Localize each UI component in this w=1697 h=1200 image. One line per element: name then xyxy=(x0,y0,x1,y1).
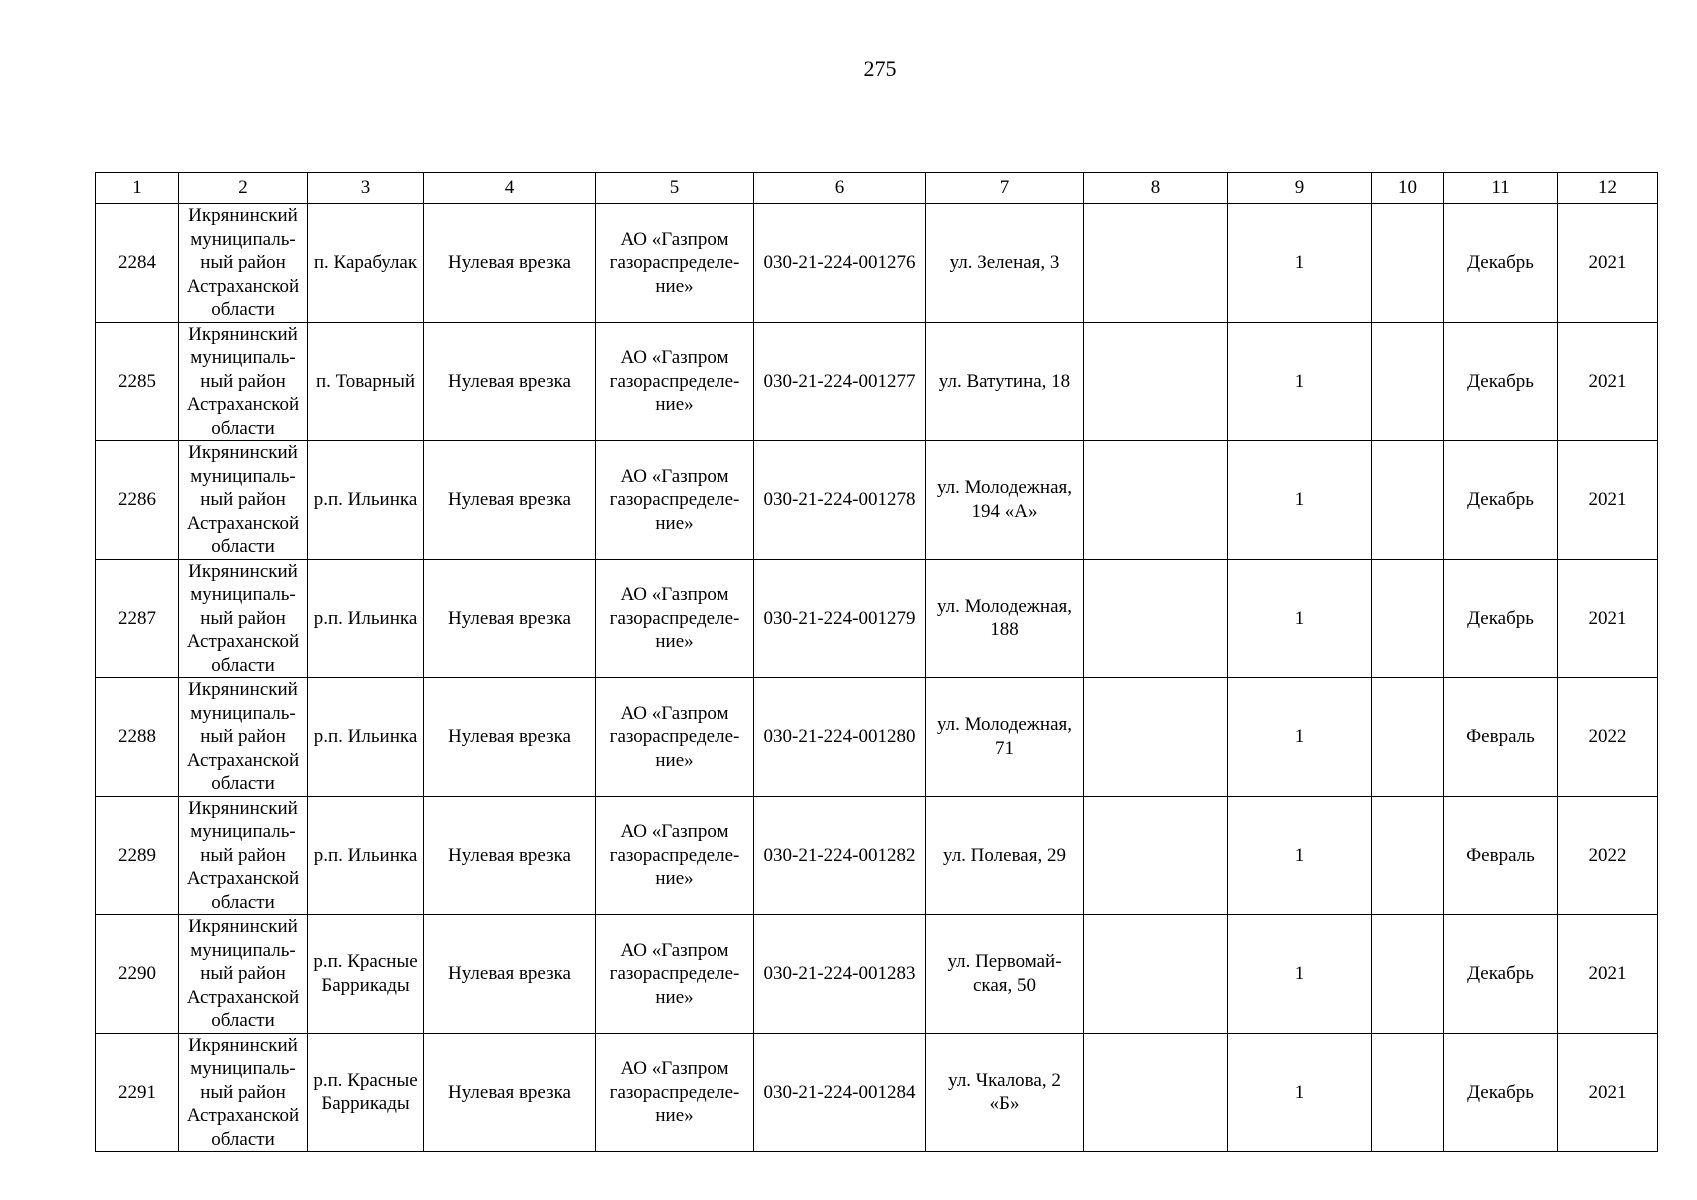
cell-work-type: Нулевая врезка xyxy=(424,915,596,1034)
cell-row-number: 2284 xyxy=(96,204,179,323)
table-row xyxy=(96,915,1658,1034)
cell-district: Икрянинский муниципаль- ный район Астраханской области xyxy=(179,678,308,797)
header-cell-6: 6 xyxy=(754,173,926,204)
cell-quantity: 1 xyxy=(1228,322,1372,441)
cell-col-8 xyxy=(1084,322,1228,441)
cell-organization: АО «Газпром газораспределе- ние» xyxy=(596,796,754,915)
cell-object-code: 030-21-224-001280 xyxy=(754,678,926,797)
cell-year: 2021 xyxy=(1558,1033,1658,1152)
cell-settlement: п. Товарный xyxy=(308,322,424,441)
cell-month: Декабрь xyxy=(1444,441,1558,560)
cell-district: Икрянинский муниципаль- ный район Астраханской области xyxy=(179,1033,308,1152)
cell-organization: АО «Газпром газораспределе- ние» xyxy=(596,322,754,441)
header-cell-5: 5 xyxy=(596,173,754,204)
cell-quantity: 1 xyxy=(1228,678,1372,797)
cell-address: ул. Ватутина, 18 xyxy=(926,322,1084,441)
cell-col-10 xyxy=(1372,915,1444,1034)
cell-month: Декабрь xyxy=(1444,915,1558,1034)
header-cell-7: 7 xyxy=(926,173,1084,204)
cell-month: Декабрь xyxy=(1444,559,1558,678)
cell-year: 2021 xyxy=(1558,204,1658,323)
cell-address: ул. Чкалова, 2 «Б» xyxy=(926,1033,1084,1152)
header-cell-2: 2 xyxy=(179,173,308,204)
cell-work-type: Нулевая врезка xyxy=(424,796,596,915)
table-row xyxy=(96,441,1658,560)
cell-district: Икрянинский муниципаль- ный район Астраханской области xyxy=(179,441,308,560)
header-cell-1: 1 xyxy=(96,173,179,204)
cell-address: ул. Молодежная, 188 xyxy=(926,559,1084,678)
cell-work-type: Нулевая врезка xyxy=(424,559,596,678)
cell-address: ул. Первомай- ская, 50 xyxy=(926,915,1084,1034)
cell-settlement: п. Карабулак xyxy=(308,204,424,323)
cell-settlement: р.п. Красные Баррикады xyxy=(308,915,424,1034)
header-cell-10: 10 xyxy=(1372,173,1444,204)
header-cell-3: 3 xyxy=(308,173,424,204)
cell-organization: АО «Газпром газораспределе- ние» xyxy=(596,204,754,323)
cell-district: Икрянинский муниципаль- ный район Астраханской области xyxy=(179,204,308,323)
cell-row-number: 2288 xyxy=(96,678,179,797)
cell-row-number: 2285 xyxy=(96,322,179,441)
table-header-row xyxy=(96,173,1658,204)
header-cell-9: 9 xyxy=(1228,173,1372,204)
cell-object-code: 030-21-224-001282 xyxy=(754,796,926,915)
cell-month: Февраль xyxy=(1444,796,1558,915)
cell-quantity: 1 xyxy=(1228,796,1372,915)
cell-quantity: 1 xyxy=(1228,204,1372,323)
data-table xyxy=(95,172,1658,1152)
cell-object-code: 030-21-224-001279 xyxy=(754,559,926,678)
cell-col-8 xyxy=(1084,915,1228,1034)
cell-col-8 xyxy=(1084,678,1228,797)
table-row xyxy=(96,559,1658,678)
cell-work-type: Нулевая врезка xyxy=(424,678,596,797)
cell-settlement: р.п. Красные Баррикады xyxy=(308,1033,424,1152)
cell-settlement: р.п. Ильинка xyxy=(308,678,424,797)
cell-district: Икрянинский муниципаль- ный район Астраханской области xyxy=(179,559,308,678)
cell-month: Декабрь xyxy=(1444,204,1558,323)
cell-address: ул. Молодежная, 194 «А» xyxy=(926,441,1084,560)
table-row xyxy=(96,204,1658,323)
cell-quantity: 1 xyxy=(1228,559,1372,678)
cell-work-type: Нулевая врезка xyxy=(424,204,596,323)
cell-district: Икрянинский муниципаль- ный район Астраханской области xyxy=(179,796,308,915)
cell-year: 2022 xyxy=(1558,796,1658,915)
cell-work-type: Нулевая врезка xyxy=(424,322,596,441)
cell-district: Икрянинский муниципаль- ный район Астраханской области xyxy=(179,915,308,1034)
cell-col-10 xyxy=(1372,559,1444,678)
cell-organization: АО «Газпром газораспределе- ние» xyxy=(596,559,754,678)
cell-quantity: 1 xyxy=(1228,441,1372,560)
cell-col-8 xyxy=(1084,441,1228,560)
cell-col-10 xyxy=(1372,322,1444,441)
cell-quantity: 1 xyxy=(1228,1033,1372,1152)
cell-row-number: 2290 xyxy=(96,915,179,1034)
cell-year: 2021 xyxy=(1558,322,1658,441)
cell-settlement: р.п. Ильинка xyxy=(308,796,424,915)
cell-col-10 xyxy=(1372,678,1444,797)
cell-col-8 xyxy=(1084,204,1228,323)
cell-quantity: 1 xyxy=(1228,915,1372,1034)
cell-year: 2022 xyxy=(1558,678,1658,797)
header-cell-11: 11 xyxy=(1444,173,1558,204)
cell-object-code: 030-21-224-001278 xyxy=(754,441,926,560)
cell-work-type: Нулевая врезка xyxy=(424,1033,596,1152)
cell-organization: АО «Газпром газораспределе- ние» xyxy=(596,441,754,560)
cell-object-code: 030-21-224-001283 xyxy=(754,915,926,1034)
header-cell-12: 12 xyxy=(1558,173,1658,204)
cell-row-number: 2286 xyxy=(96,441,179,560)
cell-month: Декабрь xyxy=(1444,322,1558,441)
cell-settlement: р.п. Ильинка xyxy=(308,441,424,560)
cell-organization: АО «Газпром газораспределе- ние» xyxy=(596,1033,754,1152)
page-number: 275 xyxy=(863,56,897,81)
cell-col-10 xyxy=(1372,796,1444,915)
cell-year: 2021 xyxy=(1558,441,1658,560)
cell-row-number: 2287 xyxy=(96,559,179,678)
cell-col-8 xyxy=(1084,1033,1228,1152)
table-row xyxy=(96,1033,1658,1152)
cell-object-code: 030-21-224-001276 xyxy=(754,204,926,323)
header-cell-4: 4 xyxy=(424,173,596,204)
table-row xyxy=(96,796,1658,915)
cell-col-10 xyxy=(1372,204,1444,323)
cell-month: Февраль xyxy=(1444,678,1558,797)
header-cell-8: 8 xyxy=(1084,173,1228,204)
cell-district: Икрянинский муниципаль- ный район Астраханской области xyxy=(179,322,308,441)
cell-row-number: 2289 xyxy=(96,796,179,915)
cell-organization: АО «Газпром газораспределе- ние» xyxy=(596,678,754,797)
cell-year: 2021 xyxy=(1558,559,1658,678)
table-row xyxy=(96,678,1658,797)
cell-col-8 xyxy=(1084,796,1228,915)
cell-year: 2021 xyxy=(1558,915,1658,1034)
cell-month: Декабрь xyxy=(1444,1033,1558,1152)
cell-row-number: 2291 xyxy=(96,1033,179,1152)
cell-col-8 xyxy=(1084,559,1228,678)
table-row xyxy=(96,322,1658,441)
cell-address: ул. Полевая, 29 xyxy=(926,796,1084,915)
cell-settlement: р.п. Ильинка xyxy=(308,559,424,678)
cell-organization: АО «Газпром газораспределе- ние» xyxy=(596,915,754,1034)
cell-address: ул. Молодежная, 71 xyxy=(926,678,1084,797)
cell-address: ул. Зеленая, 3 xyxy=(926,204,1084,323)
cell-object-code: 030-21-224-001277 xyxy=(754,322,926,441)
cell-col-10 xyxy=(1372,441,1444,560)
cell-work-type: Нулевая врезка xyxy=(424,441,596,560)
cell-col-10 xyxy=(1372,1033,1444,1152)
cell-object-code: 030-21-224-001284 xyxy=(754,1033,926,1152)
